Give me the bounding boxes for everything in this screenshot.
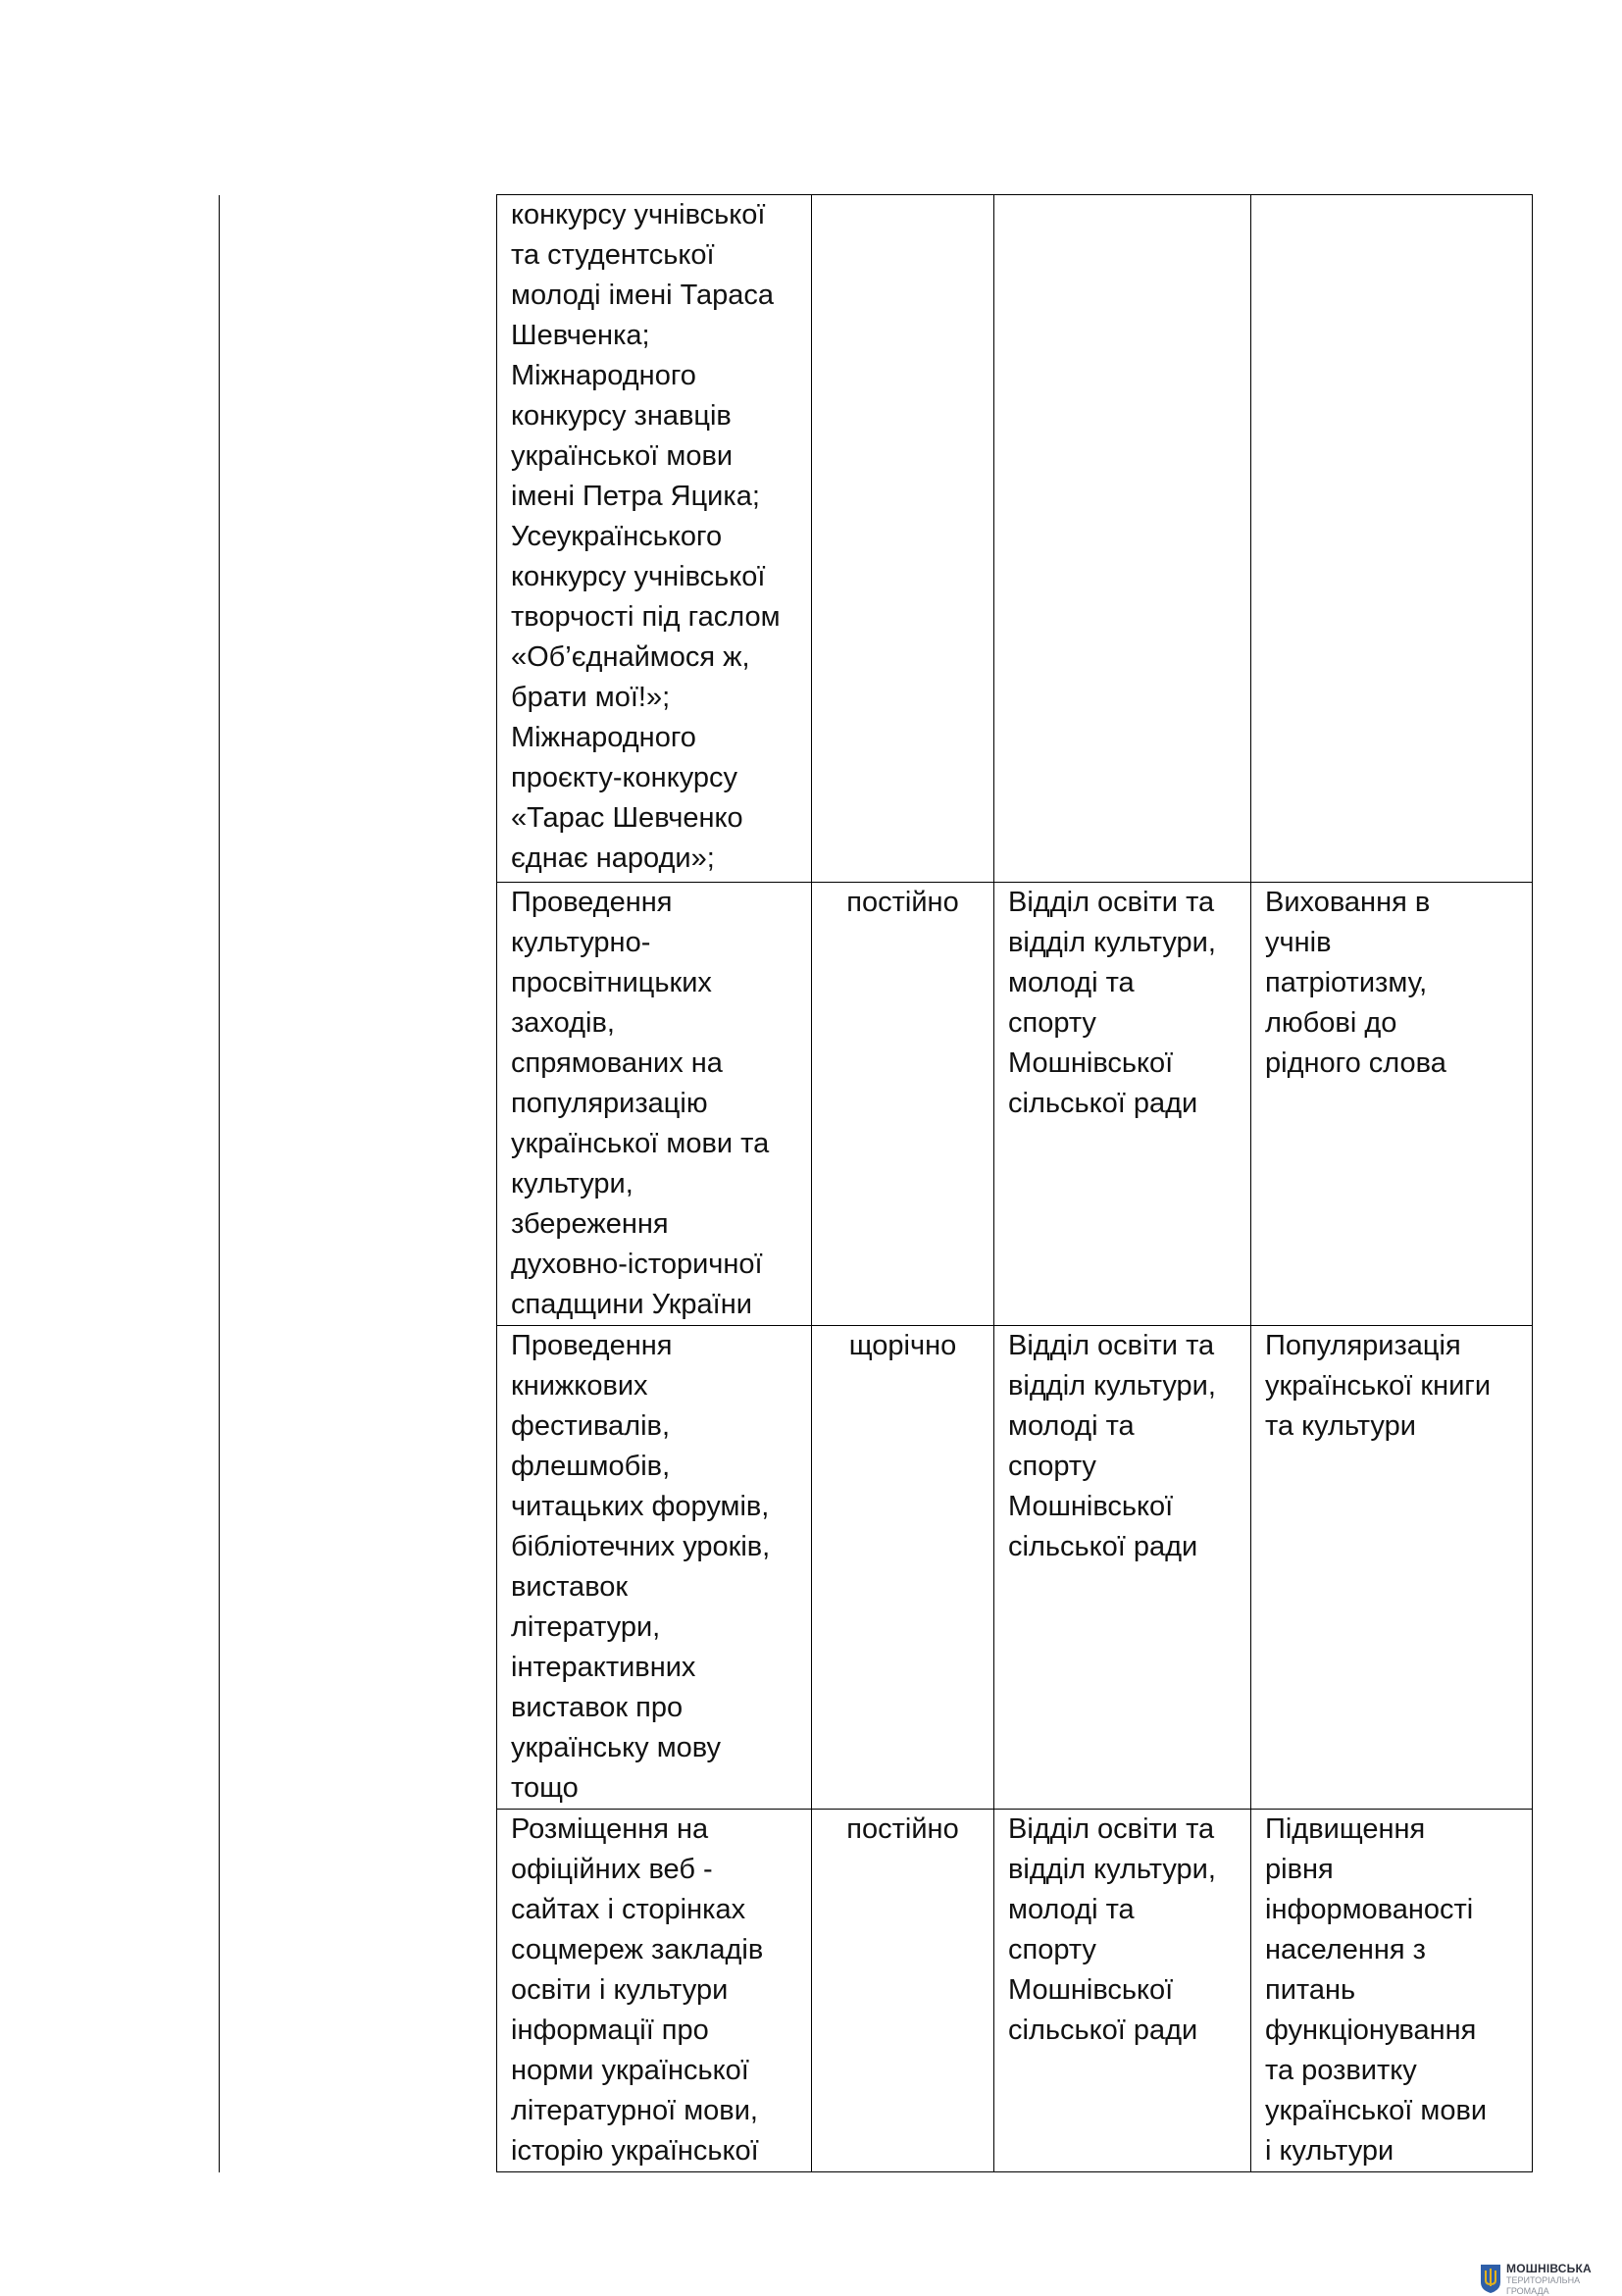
section-cell bbox=[220, 195, 497, 2172]
term-cell: щорічно bbox=[812, 1326, 994, 1810]
result-cell: Популяризація української книги та культури bbox=[1251, 1326, 1533, 1810]
program-table bbox=[219, 194, 1533, 2172]
trident-shield-icon bbox=[1479, 2263, 1502, 2294]
result-cell: Підвищення рівня інформованості населення з питань функціонування та розвитку української мови і культури bbox=[1251, 1810, 1533, 2172]
logo-subtitle-2: ГРОМАДА bbox=[1506, 2286, 1549, 2296]
activity-cell: Проведення книжкових фестивалів, флешмобів, читацьких форумів, бібліотечних уроків, виставок літератури, інтерактивних виставок про українську мову тощо bbox=[497, 1326, 812, 1810]
table-row bbox=[220, 195, 1533, 883]
activity-cell: конкурсу учнівської та студентської молоді імені Тараса Шевченка; Міжнародного конкурсу знавців української мови імені Петра Яцика; Усеукраїнського конкурсу учнівської творчості під гаслом «Об’єднаймося ж, брати мої!»; Міжнародного проєкту-конкурсу «Тарас Шевченко єднає народи»; bbox=[497, 195, 812, 883]
responsible-cell: Відділ освіти та відділ культури, молоді та спорту Мошнівської сільської ради bbox=[994, 1326, 1251, 1810]
logo-subtitle-1: ТЕРИТОРІАЛЬНА bbox=[1506, 2275, 1581, 2285]
activity-cell: Розміщення на офіційних веб - сайтах і сторінках соцмереж закладів освіти і культури інформації про норми української літературної мови, історію української bbox=[497, 1810, 812, 2172]
result-cell: Виховання в учнів патріотизму, любові до рідного слова bbox=[1251, 883, 1533, 1326]
responsible-cell: Відділ освіти та відділ культури, молоді та спорту Мошнівської сільської ради bbox=[994, 883, 1251, 1326]
term-cell: постійно bbox=[812, 883, 994, 1326]
activity-cell: Проведення культурно- просвітницьких заходів, спрямованих на популяризацію української мови та культури, збереження духовно-історичної спадщини України bbox=[497, 883, 812, 1326]
result-cell bbox=[1251, 195, 1533, 883]
responsible-cell: Відділ освіти та відділ культури, молоді та спорту Мошнівської сільської ради bbox=[994, 1810, 1251, 2172]
term-cell: постійно bbox=[812, 1810, 994, 2172]
responsible-cell bbox=[994, 195, 1251, 883]
term-cell bbox=[812, 195, 994, 883]
logo-title: МОШНІВСЬКА bbox=[1506, 2262, 1592, 2275]
community-logo bbox=[1479, 2263, 1592, 2296]
